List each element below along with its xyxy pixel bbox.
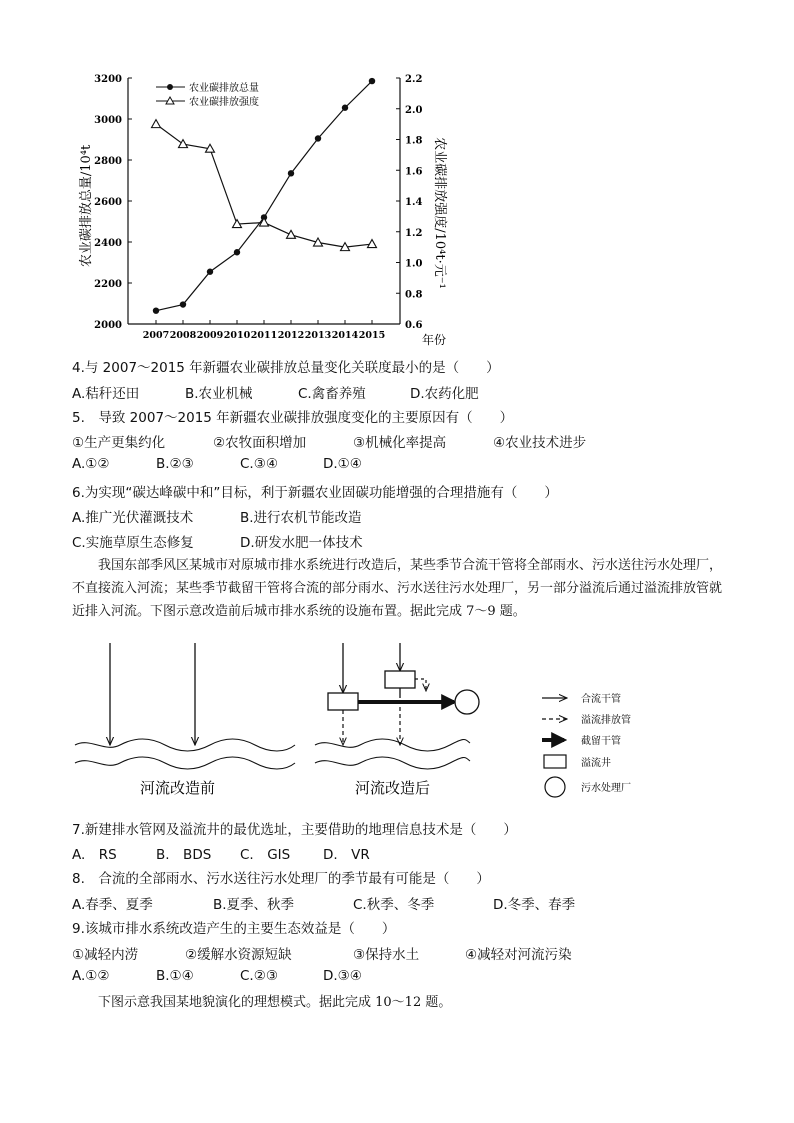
- x-tick-label: 2009: [196, 330, 224, 341]
- right-tick-label: 2.2: [405, 74, 423, 85]
- q6-option-a: A.推广光伏灌溉技术: [72, 510, 194, 526]
- q7-option-b: B. BDS: [156, 847, 212, 863]
- drainage-diagram: [70, 635, 710, 810]
- legend-sewage-plant: 污水处理厂: [581, 783, 631, 794]
- legend-overflow-pipe: 溢流排放管: [581, 715, 631, 726]
- question-4-stem: 4.与 2007～2015 年新疆农业碳排放总量变化关联度最小的是（ ）: [72, 360, 500, 376]
- q6-option-c: C.实施草原生态修复: [72, 535, 194, 551]
- x-tick-label: 2010: [223, 330, 251, 341]
- right-tick-label: 1.8: [405, 135, 423, 147]
- series-line-total: [156, 81, 372, 311]
- q7-option-a: A. RS: [72, 847, 117, 863]
- x-tick-label: 2012: [277, 330, 305, 341]
- after-label: 河流改造后: [355, 779, 431, 797]
- intensity-point: [179, 140, 188, 148]
- after-river-bank-upper: [315, 739, 470, 751]
- after-river-bank-lower: [315, 757, 470, 769]
- total-emission-point: [180, 301, 186, 307]
- right-tick-label: 2.0: [405, 104, 423, 116]
- q4-option-d: D.农药化肥: [410, 386, 479, 402]
- right-tick-label: 1.2: [405, 227, 423, 239]
- question-7-stem: 7.新建排水管网及溢流井的最优选址，主要借助的地理信息技术是（ ）: [72, 822, 517, 838]
- q5-option-d: D.①④: [323, 456, 362, 472]
- diagram-after: [315, 643, 479, 797]
- intensity-point: [287, 230, 296, 238]
- q9-item-1: ①减轻内涝: [72, 947, 139, 963]
- x-tick-label: 2013: [304, 330, 332, 341]
- q5-item-4: ④农业技术进步: [493, 435, 587, 451]
- q8-option-a: A.春季、夏季: [72, 897, 153, 913]
- left-tick-label: 2200: [94, 279, 122, 290]
- q5-option-a: A.①②: [72, 456, 110, 472]
- q5-option-c: C.③④: [240, 456, 278, 472]
- q9-item-2: ②缓解水资源短缺: [185, 947, 292, 963]
- left-tick-label: 2400: [94, 238, 122, 249]
- q8-option-d: D.冬季、春季: [493, 897, 576, 913]
- legend-label-intensity: 农业碳排放强度: [189, 97, 259, 108]
- right-tick-label: 1.6: [405, 166, 423, 178]
- question-9-stem: 9.该城市排水系统改造产生的主要生态效益是（ ）: [72, 921, 396, 937]
- q7-option-c: C. GIS: [240, 847, 291, 863]
- left-tick-label: 3200: [94, 74, 122, 85]
- q5-item-3: ③机械化率提高: [353, 435, 447, 451]
- carbon-emission-chart: [70, 68, 470, 348]
- q8-option-c: C.秋季、冬季: [353, 897, 435, 913]
- total-emission-point: [234, 249, 240, 255]
- q4-option-b: B.农业机械: [185, 386, 253, 402]
- x-tick-label: 2014: [331, 330, 359, 341]
- left-tick-label: 2000: [94, 320, 122, 331]
- x-axis-title: 年份: [422, 333, 447, 347]
- right-tick-label: 1.4: [405, 197, 423, 208]
- intensity-point: [152, 120, 161, 128]
- passage-7-9: [72, 554, 732, 623]
- q6-option-d: D.研发水肥一体技术: [240, 535, 363, 551]
- q7-option-d: D. VR: [323, 847, 370, 863]
- passage-7-9-text: 我国东部季风区某城市对原城市排水系统进行改造后，某些季节合流干管将全部雨水、污水送往污水处理厂，不直接流入河流；某些季节截留干管将合流的部分雨水、污水送往污水处理厂，另一部分溢流后通过溢流排放管就近排入河流。下图示意改造前后城市排水系统的设施布置。据此完成 7～9 题。: [72, 558, 723, 619]
- right-axis-title: 农业碳排放强度/10⁴t·元⁻¹: [432, 137, 447, 289]
- legend-interception-pipe: 截留干管: [581, 736, 621, 747]
- q5-item-2: ②农牧面积增加: [213, 435, 307, 451]
- legend-sewage-plant-symbol: [545, 777, 565, 797]
- q9-item-3: ③保持水土: [353, 947, 420, 963]
- chart-legend: [156, 81, 259, 108]
- total-emission-point: [207, 269, 213, 275]
- legend-combined-pipe: 合流干管: [581, 694, 621, 705]
- q9-option-d: D.③④: [323, 968, 362, 984]
- legend-overflow-well-symbol: [544, 755, 566, 768]
- right-tick-label: 0.8: [405, 289, 423, 301]
- passage-10-12: [72, 991, 732, 1014]
- legend-label-total: 农业碳排放总量: [189, 83, 259, 94]
- before-label: 河流改造前: [140, 779, 216, 797]
- legend-marker-total: [167, 84, 173, 90]
- question-8-stem: 8. 合流的全部雨水、污水送往污水处理厂的季节最有可能是（ ）: [72, 871, 490, 887]
- passage-10-12-text: 下图示意我国某地貌演化的理想模式。据此完成 10～12 题。: [98, 995, 452, 1010]
- overflow-well-1: [328, 693, 358, 710]
- diagram-legend: [542, 692, 631, 797]
- q8-option-b: B.夏季、秋季: [213, 897, 295, 913]
- overflow-well-2: [385, 671, 415, 688]
- left-axis-title: 农业碳排放总量/10⁴t: [79, 144, 94, 268]
- left-tick-label: 3000: [94, 115, 122, 126]
- q9-option-b: B.①④: [156, 968, 194, 984]
- diagram-before: [75, 643, 295, 797]
- x-tick-label: 2015: [358, 330, 386, 341]
- question-5-stem: 5. 导致 2007～2015 年新疆农业碳排放强度变化的主要原因有（ ）: [72, 410, 514, 426]
- q6-option-b: B.进行农机节能改造: [240, 510, 362, 526]
- sewage-plant: [455, 690, 479, 714]
- x-tick-label: 2007: [142, 330, 170, 341]
- question-6-stem: 6.为实现“碳达峰碳中和”目标，利于新疆农业固碳功能增强的合理措施有（ ）: [72, 485, 558, 501]
- q9-option-c: C.②③: [240, 968, 278, 984]
- right-tick-label: 1.0: [405, 258, 423, 270]
- q4-option-c: C.禽畜养殖: [298, 386, 366, 402]
- left-tick-label: 2600: [94, 197, 122, 208]
- q9-item-4: ④减轻对河流污染: [465, 947, 572, 963]
- q9-option-a: A.①②: [72, 968, 110, 984]
- total-emission-point: [342, 105, 348, 111]
- legend-overflow-well: 溢流井: [581, 758, 611, 769]
- overflow-dash-top: [415, 679, 426, 691]
- total-emission-point: [288, 170, 294, 176]
- intensity-point: [368, 240, 377, 248]
- q5-option-b: B.②③: [156, 456, 194, 472]
- total-emission-point: [153, 307, 159, 313]
- total-emission-point: [315, 135, 321, 141]
- q5-item-1: ①生产更集约化: [72, 435, 166, 451]
- q4-option-a: A.秸秆还田: [72, 386, 140, 402]
- left-tick-label: 2800: [94, 156, 122, 167]
- series-line-intensity: [156, 124, 372, 247]
- river-bank-lower: [75, 757, 295, 769]
- right-tick-label: 0.6: [405, 320, 423, 331]
- x-tick-label: 2008: [169, 330, 197, 341]
- river-bank-upper: [75, 739, 295, 751]
- x-tick-label: 2011: [250, 330, 278, 341]
- total-emission-point: [369, 78, 375, 84]
